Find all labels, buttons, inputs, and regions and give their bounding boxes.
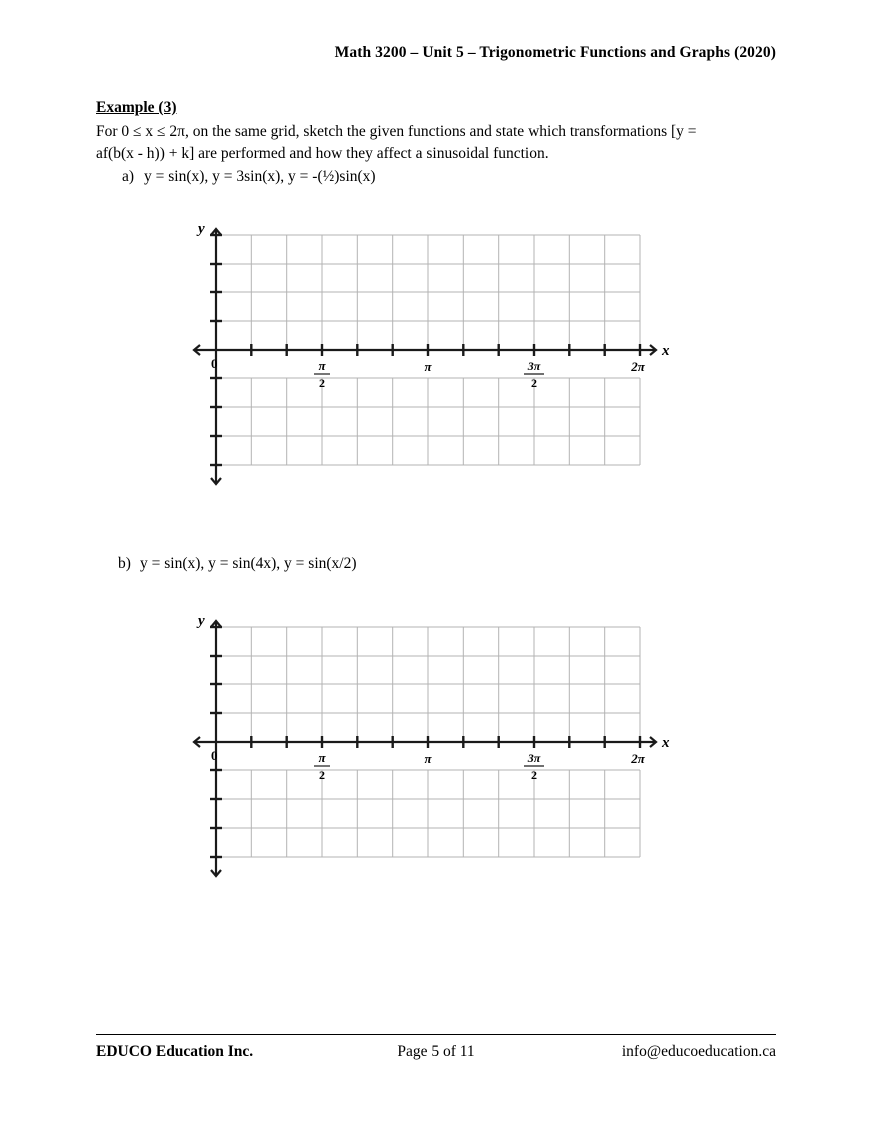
graph-b-axes: [194, 621, 656, 876]
footer-page-number: Page 5 of 11: [397, 1043, 475, 1060]
svg-text:2: 2: [319, 768, 325, 782]
svg-text:2: 2: [319, 376, 325, 390]
graph-a-x-axis-label: x: [662, 343, 670, 359]
graph-a-axes: [194, 229, 656, 484]
document-header: Math 3200 – Unit 5 – Trigonometric Functions and Graphs (2020): [334, 44, 776, 61]
graph-b-tick-label-3pi-over-2: [524, 751, 544, 782]
graph-a-tick-label-pi: π: [424, 359, 432, 374]
footer-email: info@educoeducation.ca: [621, 1043, 776, 1060]
item-a-text: y = sin(x), y = 3sin(x), y = -(½)sin(x): [144, 168, 376, 185]
svg-text:π: π: [318, 750, 326, 765]
svg-text:3π: 3π: [527, 751, 541, 765]
svg-text:3π: 3π: [527, 359, 541, 373]
graph-b-x-axis-label: x: [662, 735, 670, 751]
footer: [96, 1043, 776, 1065]
item-b-text: y = sin(x), y = sin(4x), y = sin(x/2): [140, 555, 357, 572]
item-b: [118, 555, 357, 573]
item-a-label: a): [122, 168, 135, 185]
graph-b-tick-label-2pi: 2π: [631, 751, 645, 766]
prompt-paragraph: [96, 121, 780, 165]
svg-text:2: 2: [531, 768, 537, 782]
item-b-label: b): [118, 555, 131, 572]
footer-divider: [96, 1034, 776, 1035]
graph-a-tick-label-2pi: 2π: [631, 359, 645, 374]
graph-b-origin-label: 0: [211, 748, 218, 763]
svg-text:π: π: [318, 358, 326, 373]
item-a: [122, 168, 376, 186]
prompt-line-2: af(b(x - h)) + k] are performed and how they affect a sinusoidal function.: [96, 145, 549, 162]
graph-b: [190, 604, 680, 894]
svg-text:2: 2: [531, 376, 537, 390]
graph-a-tick-label-pi-over-2: [314, 358, 330, 390]
graph-b-tick-label-pi-over-2: [314, 750, 330, 782]
graph-b-tick-label-pi: π: [424, 751, 432, 766]
graph-b-y-axis-label: y: [198, 613, 205, 629]
footer-company: EDUCO Education Inc.: [96, 1043, 254, 1060]
graph-a-tick-label-3pi-over-2: [524, 359, 544, 390]
graph-a-y-axis-label: y: [198, 221, 205, 237]
graph-a: [190, 212, 680, 502]
graph-a-origin-label: 0: [211, 356, 218, 371]
graph-a-svg: [190, 212, 680, 502]
graph-b-svg: [190, 604, 680, 894]
example-heading: Example (3): [96, 99, 177, 116]
prompt-line-1: For 0 ≤ x ≤ 2π, on the same grid, sketch the given functions and state which transformations [y =: [96, 123, 697, 140]
